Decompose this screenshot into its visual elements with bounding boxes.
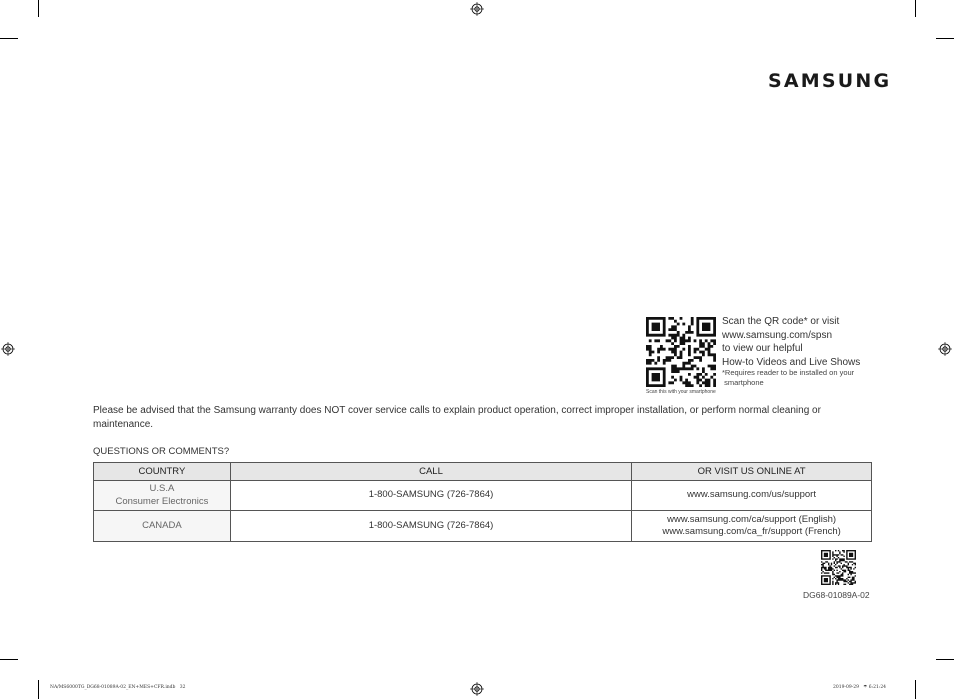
registration-mark-icon [470, 682, 484, 696]
registration-mark-icon [938, 342, 952, 356]
support-url[interactable]: www.samsung.com/us/support [687, 489, 816, 501]
country-cell [94, 511, 231, 542]
qr-modules [821, 550, 856, 585]
qr-code-icon [821, 550, 856, 585]
support-url-cell [632, 511, 872, 542]
support-url[interactable]: www.samsung.com/ca/support (English) [667, 513, 837, 525]
country-name: U.S.A [149, 483, 175, 494]
questions-heading: QUESTIONS OR COMMENTS? [93, 446, 230, 457]
column-header-online: OR VISIT US ONLINE AT [632, 463, 872, 481]
qr-modules [646, 317, 716, 387]
qr-instructions [722, 315, 860, 369]
table-row [94, 481, 872, 511]
qr-line: Scan the QR code* or visit [722, 316, 840, 327]
crop-mark [38, 680, 39, 699]
table-header-row [94, 463, 872, 481]
support-url-cell [632, 481, 872, 511]
crop-mark [0, 38, 18, 39]
crop-mark [936, 659, 954, 660]
crop-mark [38, 0, 39, 17]
qr-line: www.samsung.com/spsn [722, 329, 833, 341]
country-subtitle: Consumer Electronics [115, 495, 209, 507]
country-name: CANADA [142, 519, 182, 531]
registration-mark-icon [470, 2, 484, 16]
warranty-notice: Please be advised that the Samsung warranty does NOT cover service calls to explain product operation, correct improper installation, or perform normal cleaning or maintenance. [93, 405, 821, 430]
samsung-logo: SAMSUNG [768, 70, 892, 92]
print-slug-left: NA/MS6000TG_DG68-01089A-02_EN+MES+CFR.indb 32 [50, 685, 186, 690]
crop-mark [0, 659, 18, 660]
column-header-call: CALL [230, 463, 631, 481]
phone-number: 1-800-SAMSUNG (726-7864) [230, 481, 631, 511]
qr-caption: Scan this with your smartphone [646, 389, 716, 395]
qr-footnote [722, 368, 854, 388]
qr-line: to view our helpful [722, 343, 803, 354]
registration-mark-icon [1, 342, 15, 356]
print-slug-right: 2019-09-29 ☂ 6:21:24 [833, 685, 887, 690]
document-code: DG68-01089A-02 [803, 590, 870, 600]
qr-code-icon [646, 317, 716, 387]
qr-line: How-to Videos and Live Shows [722, 356, 861, 368]
crop-mark [936, 38, 954, 39]
crop-mark [915, 0, 916, 17]
support-contact-table [93, 462, 872, 542]
phone-number: 1-800-SAMSUNG (726-7864) [230, 511, 631, 542]
table-row [94, 511, 872, 542]
country-cell [94, 481, 231, 511]
crop-mark [915, 680, 916, 699]
qr-note-line: smartphone [722, 378, 764, 387]
qr-note-line: *Requires reader to be installed on your [722, 368, 855, 377]
support-url[interactable]: www.samsung.com/ca_fr/support (French) [662, 526, 841, 537]
column-header-country: COUNTRY [94, 463, 231, 481]
